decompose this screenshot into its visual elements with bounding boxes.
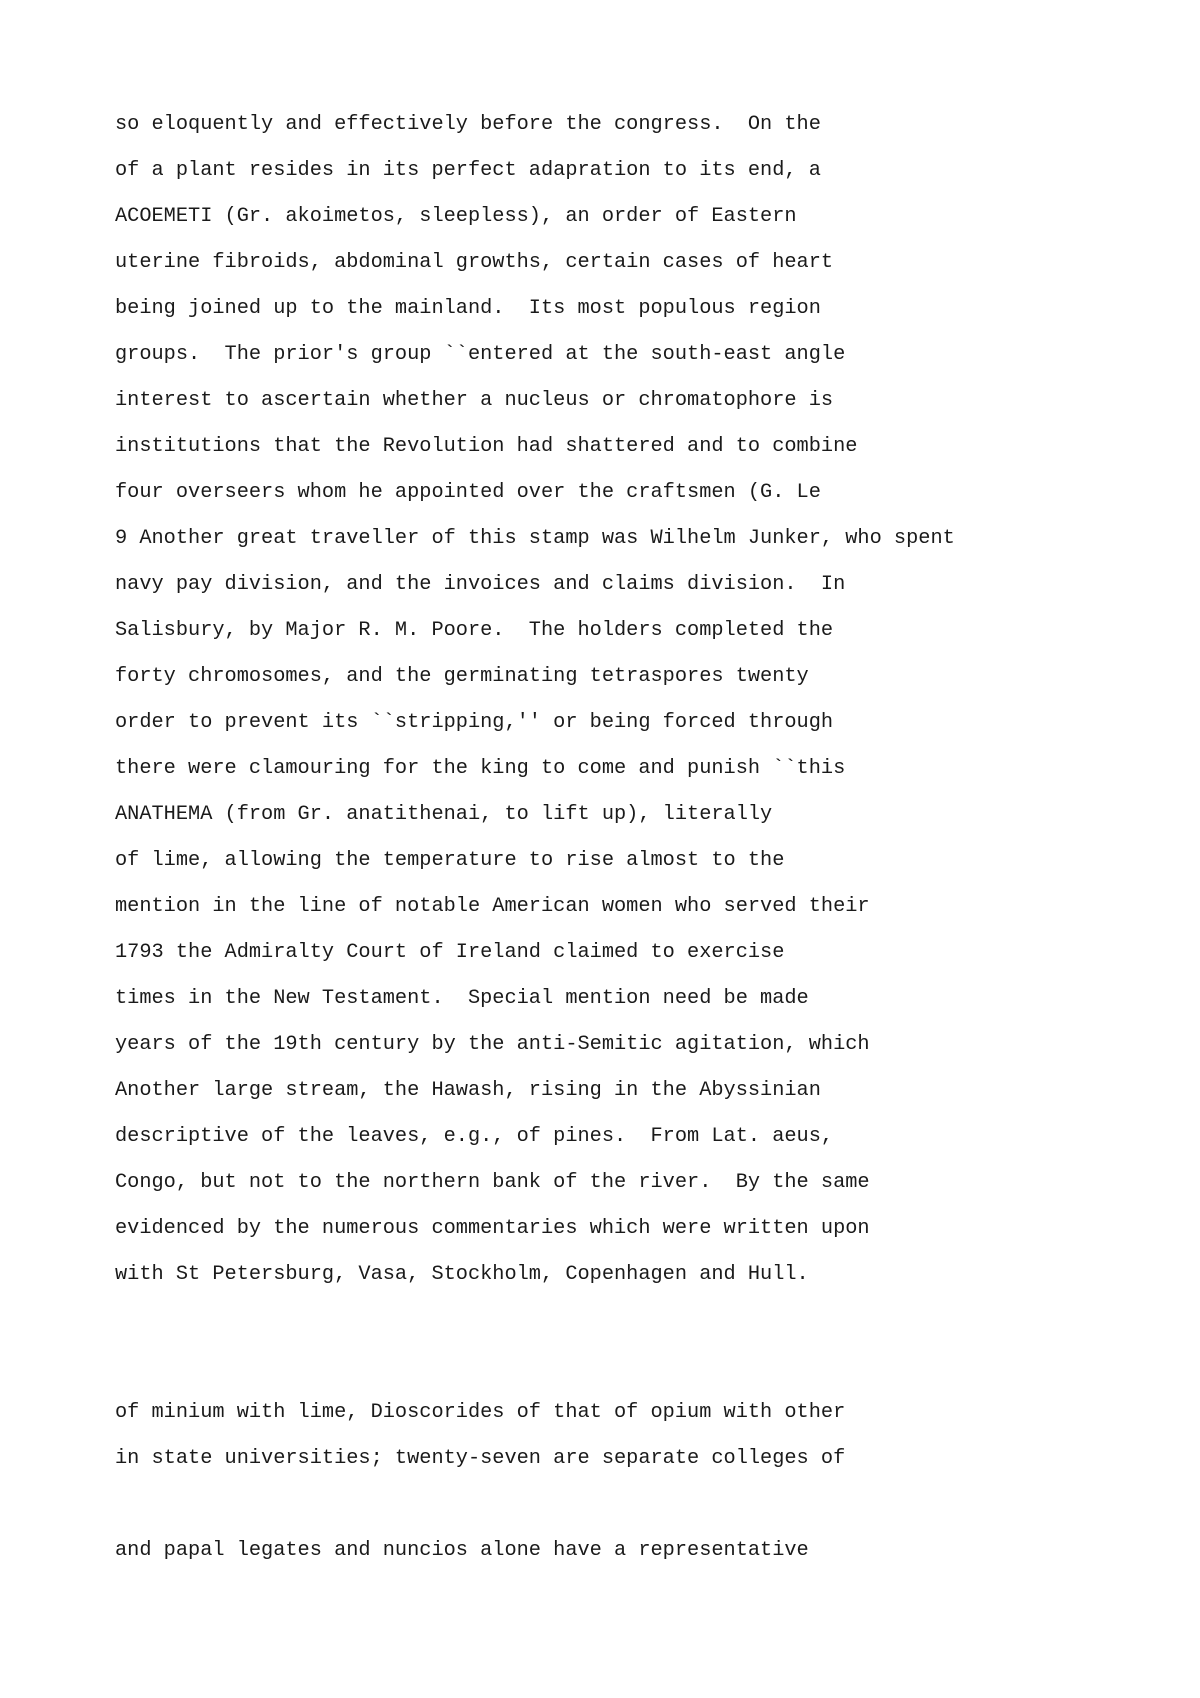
text-line: groups. The prior's group ``entered at the south-east angle bbox=[115, 343, 846, 366]
text-line: interest to ascertain whether a nucleus or chromatophore is bbox=[115, 389, 834, 412]
text-line: in state universities; twenty-seven are separate colleges of bbox=[115, 1447, 846, 1470]
text-line: mention in the line of notable American women who served their bbox=[115, 895, 870, 918]
text-line: institutions that the Revolution had shattered and to combine bbox=[115, 435, 858, 458]
text-line: and papal legates and nuncios alone have a representative bbox=[115, 1539, 809, 1562]
text-line: so eloquently and effectively before the congress. On the bbox=[115, 113, 821, 136]
text-line: order to prevent its ``stripping,'' or being forced through bbox=[115, 711, 834, 734]
text-line: 1793 the Admiralty Court of Ireland claimed to exercise bbox=[115, 941, 785, 964]
text-line: Congo, but not to the northern bank of the river. By the same bbox=[115, 1171, 870, 1194]
text-line: uterine fibroids, abdominal growths, certain cases of heart bbox=[115, 251, 834, 274]
text-line: Salisbury, by Major R. M. Poore. The holders completed the bbox=[115, 619, 834, 642]
text-line: descriptive of the leaves, e.g., of pines. From Lat. aeus, bbox=[115, 1125, 834, 1148]
text-line: evidenced by the numerous commentaries which were written upon bbox=[115, 1217, 870, 1240]
text-line: four overseers whom he appointed over the craftsmen (G. Le bbox=[115, 481, 821, 504]
text-line: there were clamouring for the king to come and punish ``this bbox=[115, 757, 846, 780]
text-line: forty chromosomes, and the germinating tetraspores twenty bbox=[115, 665, 809, 688]
text-line: of a plant resides in its perfect adapration to its end, a bbox=[115, 159, 821, 182]
text-line: with St Petersburg, Vasa, Stockholm, Copenhagen and Hull. bbox=[115, 1263, 809, 1286]
text-line: times in the New Testament. Special mention need be made bbox=[115, 987, 809, 1010]
text-line: 9 Another great traveller of this stamp was Wilhelm Junker, who spent bbox=[115, 527, 955, 550]
text-line: ANATHEMA (from Gr. anatithenai, to lift up), literally bbox=[115, 803, 773, 826]
text-line: navy pay division, and the invoices and claims division. In bbox=[115, 573, 846, 596]
text-line: ACOEMETI (Gr. akoimetos, sleepless), an order of Eastern bbox=[115, 205, 797, 228]
text-line: years of the 19th century by the anti-Semitic agitation, which bbox=[115, 1033, 870, 1056]
text-line: Another large stream, the Hawash, rising in the Abyssinian bbox=[115, 1079, 821, 1102]
text-line: of minium with lime, Dioscorides of that of opium with other bbox=[115, 1401, 846, 1424]
text-line: of lime, allowing the temperature to rise almost to the bbox=[115, 849, 785, 872]
text-line: being joined up to the mainland. Its most populous region bbox=[115, 297, 821, 320]
